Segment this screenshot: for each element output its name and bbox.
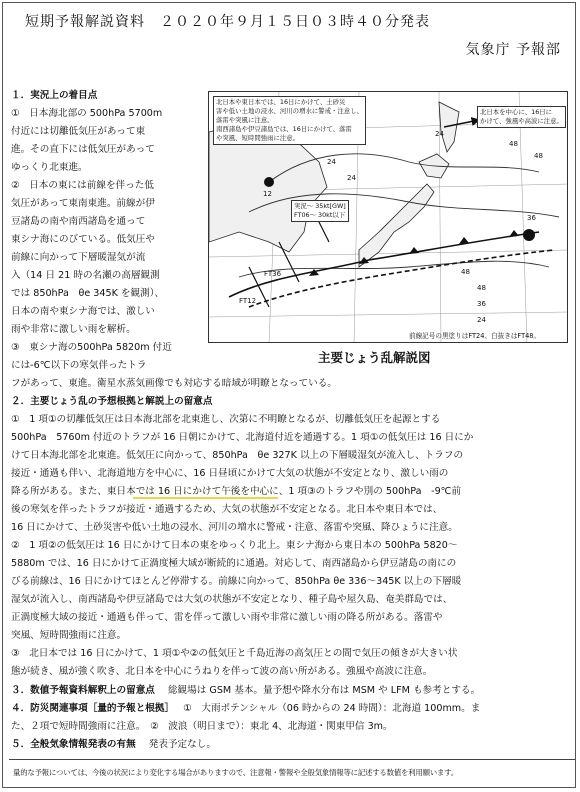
section1-line: 日本の南や東シナ海では、激しい bbox=[11, 306, 155, 317]
section3-heading: ３．数値予報資料解釈上の留意点 bbox=[11, 685, 155, 696]
section5-heading: ５．全般気象情報発表の有無 bbox=[11, 739, 136, 750]
section2-line: 500hPa 5760m 付近のトラフが 16 日朝にかけて、北海道付近を通過する。1 項①の低気圧は 16 日にか bbox=[11, 432, 474, 443]
section5-text: 発表予定なし。 bbox=[148, 739, 216, 750]
map-note-line: や突風、短時間強雨に注意。 bbox=[216, 134, 300, 142]
map-legend-note: 前線記号の黒塗りはFT24、白抜きはFT48。 bbox=[409, 332, 541, 340]
weather-map bbox=[208, 91, 568, 343]
section3-text: 総観場は GSM 基本。量予想や降水分布は MSM や LFM も参考とする。 bbox=[167, 685, 481, 696]
section1-line: 進。その直下には低気圧があって bbox=[11, 144, 155, 155]
section1-line: ③ 東シナ海の500hPa 5820m 付近 bbox=[11, 342, 172, 353]
section1-line: 雨や非常に激しい雨を解析。 bbox=[11, 324, 136, 335]
section2-line: 16 日にかけて、土砂災害や低い土地の浸水、河川の増水に警戒・注意、落雷や突風、降ひょうに注意。 bbox=[11, 522, 458, 533]
section1-line: ゆっくり北東進。 bbox=[11, 162, 88, 173]
map-note-line: かけて、強風や高波に注意。 bbox=[480, 117, 563, 125]
map-wind-speed-note bbox=[291, 200, 349, 222]
section2-line: ① 1 項①の切離低気圧は日本海北部を北東進し、次第に不明瞭となるが、切離低気圧を起源とする bbox=[11, 414, 441, 425]
section3-row bbox=[11, 682, 480, 700]
map-label: 36 bbox=[477, 300, 486, 308]
footer-divider bbox=[9, 759, 575, 760]
map-label: 36 bbox=[527, 214, 536, 222]
map-note-line: 落雷や突風に注意。 bbox=[216, 116, 274, 124]
section2-line: 接近・通過も伴い、北海道地方を中心に、16 日昼頃にかけて大気の状態が不安定となり、激しい雨の bbox=[11, 468, 449, 479]
section2-line: 正渦度極大域の接近・通過も伴って、雷を伴って激しい雨や非常に激しい雨の降る所がある。落雷や bbox=[11, 612, 443, 623]
section2-line: 態が続き、風が強く吹き、北日本を中心にうねりを伴って波の高い所がある。強風や高波に注意。 bbox=[11, 666, 433, 677]
section2-line: びる前線は、16 日にかけてほとんど停滞する。前線に向かって、850hPa θe 336～345K 以上の下層暖 bbox=[11, 576, 462, 587]
section5-row bbox=[11, 736, 216, 754]
section2-line: ③ 北日本では 16 日にかけて、1 項①や②の低気圧と千島近海の高気圧との間で気圧の傾きが大きい状 bbox=[11, 648, 458, 659]
section2-line: 5880m では、16 日にかけて正渦度極大域が断続的に通過。対応して、南西諸島から伊豆諸島の南にの bbox=[11, 558, 457, 569]
section2-line: 降る所がある。また、東日本では 16 日にかけて午後を中心に、1 項③のトラフや別の 500hPa -9℃前 bbox=[11, 486, 462, 497]
section4-heading: ４．防災関連事項［量的予報と根拠］ bbox=[11, 703, 175, 714]
document-title: 短期予報解説資料 ２０２０年９月１５日０３時４０分発表 bbox=[25, 14, 430, 30]
section1-line: には-6℃以下の寒気伴ったトラ bbox=[11, 360, 147, 371]
map-label: 48 bbox=[509, 140, 518, 148]
section1-line: ② 日本の東には前線を伴った低 bbox=[11, 180, 154, 191]
map-label: 24 bbox=[477, 316, 486, 324]
map-note-line: FT06～ 30kt以下 bbox=[294, 211, 346, 219]
highlight-underline bbox=[133, 497, 278, 499]
map-label: 48 bbox=[534, 152, 543, 160]
section1-line: 東シナ海にのびている。低気圧や bbox=[11, 234, 155, 245]
map-note-line: 南西諸島や伊豆諸島では、16日にかけて、落雷 bbox=[216, 125, 352, 133]
map-warning-note bbox=[213, 96, 366, 145]
map-label: 48 bbox=[477, 284, 486, 292]
section4-row bbox=[11, 700, 480, 718]
document-page bbox=[2, 2, 576, 788]
map-label: 24 bbox=[327, 158, 336, 166]
map-label: 12 bbox=[263, 190, 272, 198]
map-label: 24 bbox=[435, 130, 444, 138]
map-label: 48 bbox=[461, 268, 470, 276]
section1-line: 豆諸島の南や南西諸島を通って bbox=[11, 216, 146, 227]
section1-line: ① 日本海北部の 500hPa 5700m bbox=[11, 108, 163, 119]
section2-line: 突風、短時間強雨に注意。 bbox=[11, 630, 127, 641]
section1-line: 入（14 日 21 時の名瀬の高層観測 bbox=[11, 270, 160, 281]
map-note-line: 北日本や東日本では、16日にかけて、土砂災 bbox=[216, 98, 346, 106]
map-note-line: 北日本を中心に、16日に bbox=[480, 108, 553, 116]
section2-line: けて日本海北部を北東進。低気圧に向かって、850hPa θe 327K 以上の下層暖湿気が流入し、トラフの bbox=[11, 450, 464, 461]
section1-heading: １．実況上の着目点 bbox=[11, 90, 98, 101]
section1-line: 前線に向かって下層暖湿気が流 bbox=[11, 252, 146, 263]
section1-line: 気圧があって東南東進。前線が伊 bbox=[11, 198, 155, 209]
map-caption: 主要じょう乱解説図 bbox=[318, 350, 431, 365]
footer-note: 量的な予報については、今後の状況により変化する場合がありますので、注意報・警報や全般気象情報等に記述する数値を利用願います。 bbox=[13, 768, 458, 777]
section4-text-continued: た、２項で短時間強雨に注意。 ② 波浪（明日まで）：東北 4、北海道・関東甲信 3m。 bbox=[11, 721, 393, 732]
issuing-agency: 気象庁 予報部 bbox=[465, 42, 561, 58]
map-label: FT36 bbox=[264, 270, 282, 278]
section1-line: フがあって、東進。衛星水蒸気画像でも対応する暗域が明瞭となっている。 bbox=[11, 378, 337, 389]
section1-line: 付近には切離低気圧があって東 bbox=[11, 126, 146, 137]
section2-line: 湿気が流入し、南西諸島や伊豆諸島では大気の状態が不安定となり、種子島や屋久島、奄美群島では、 bbox=[11, 594, 453, 605]
section1-line: では 850hPa θe 345K を観測）、 bbox=[11, 288, 165, 299]
map-label: 24 bbox=[347, 174, 356, 182]
section2-heading: ２．主要じょう乱の予想根拠と解説上の留意点 bbox=[11, 396, 213, 407]
map-note-line: 害や低い土地の浸水、河川の増水に警戒・注意し、 bbox=[216, 107, 363, 115]
map-label: FT12 bbox=[239, 297, 257, 305]
section2-line: ② 1 項②の低気圧は 16 日にかけて日本の東をゆっくり北上。東シナ海から東日本の 500hPa 5820～ bbox=[11, 540, 458, 551]
section4-text: ① 大雨ポテンシャル（06 時からの 24 時間）：北海道 100mm。ま bbox=[183, 703, 481, 714]
section2-line: 後の寒気を伴ったトラフが接近・通過するため、大気の状態が不安定となる。北日本や東日本では、 bbox=[11, 504, 443, 515]
map-note-line: 実況～ 35kt[GW] bbox=[294, 202, 346, 210]
map-wind-warning-note bbox=[477, 106, 566, 128]
